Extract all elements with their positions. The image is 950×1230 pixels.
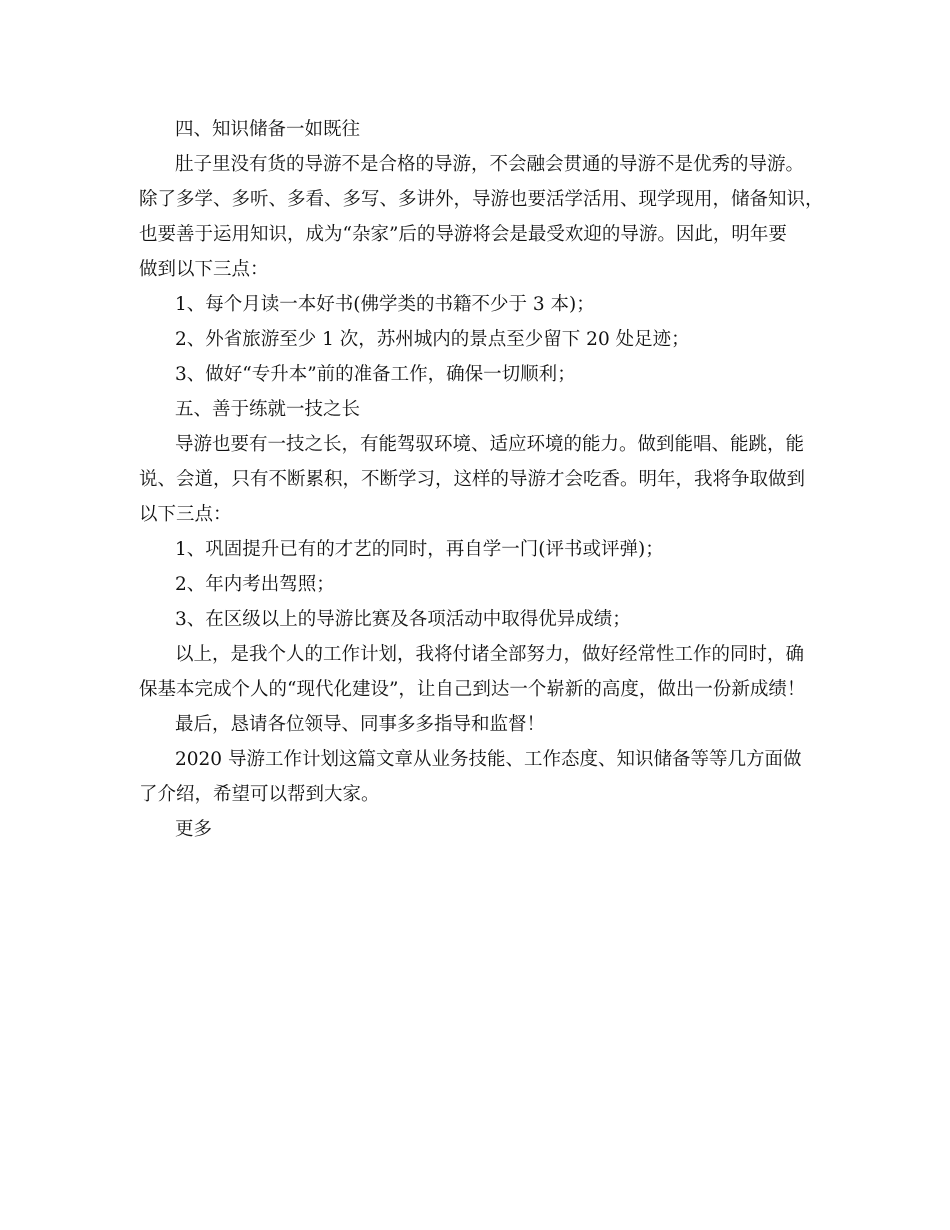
section-heading: 五、善于练就一技之长 bbox=[175, 399, 361, 420]
paragraph-line: 保基本完成个人的“现代化建设”，让自己到达一个崭新的高度，做出一份新成绩！ bbox=[139, 679, 806, 700]
list-item: 2、年内考出驾照； bbox=[175, 574, 335, 595]
section-heading: 四、知识储备一如既往 bbox=[175, 119, 361, 140]
paragraph-line: 肚子里没有货的导游不是合格的导游，不会融会贯通的导游不是优秀的导游。 bbox=[175, 154, 805, 175]
paragraph-line: 说、会道，只有不断累积，不断学习，这样的导游才会吃香。明年，我将争取做到 bbox=[139, 469, 806, 490]
paragraph-line: 做到以下三点： bbox=[139, 259, 269, 280]
paragraph-line: 以下三点： bbox=[139, 504, 232, 525]
list-item: 3、做好“专升本”前的准备工作，确保一切顺利； bbox=[175, 364, 576, 385]
list-item: 3、在区级以上的导游比赛及各项活动中取得优异成绩； bbox=[175, 609, 631, 630]
paragraph-line: 也要善于运用知识，成为“杂家”后的导游将会是最受欢迎的导游。因此，明年要 bbox=[139, 224, 787, 245]
paragraph-line: 了介绍，希望可以帮到大家。 bbox=[139, 784, 380, 805]
more-link-text: 更多 bbox=[175, 819, 213, 840]
list-item: 1、每个月读一本好书(佛学类的书籍不少于 3 本)； bbox=[175, 294, 595, 315]
paragraph-line: 以上，是我个人的工作计划，我将付诸全部努力，做好经常性工作的同时，确 bbox=[175, 644, 805, 665]
paragraph-line: 除了多学、多听、多看、多写、多讲外，导游也要活学活用、现学现用，储备知识， bbox=[139, 189, 824, 210]
paragraph-line: 最后，恳请各位领导、同事多多指导和监督！ bbox=[175, 714, 546, 735]
list-item: 2、外省旅游至少 1 次，苏州城内的景点至少留下 20 处足迹； bbox=[175, 329, 690, 350]
paragraph-line: 导游也要有一技之长，有能驾驭环境、适应环境的能力。做到能唱、能跳，能 bbox=[175, 434, 805, 455]
paragraph-line: 2020 导游工作计划这篇文章从业务技能、工作态度、知识储备等等几方面做 bbox=[175, 749, 802, 770]
list-item: 1、巩固提升已有的才艺的同时，再自学一门(评书或评弹)； bbox=[175, 539, 664, 560]
